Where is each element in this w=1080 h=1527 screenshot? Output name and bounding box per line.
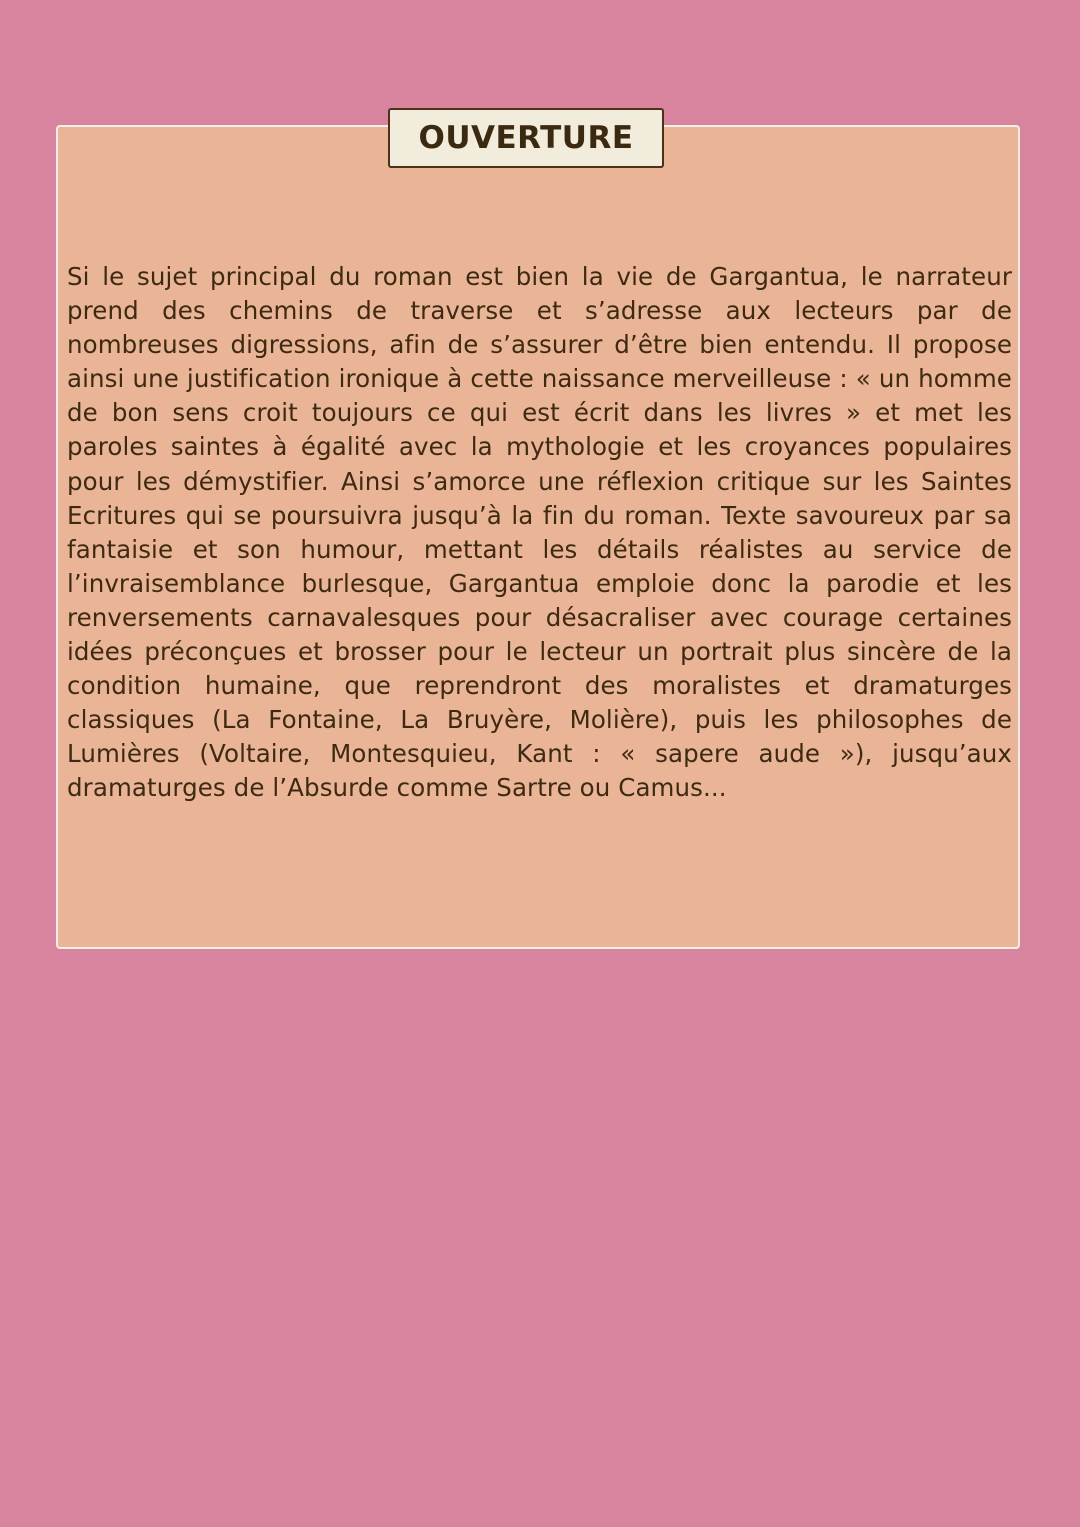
section-title: OUVERTURE xyxy=(388,108,664,168)
body-paragraph: Si le sujet principal du roman est bien la vie de Gargantua, le narrateur prend des chemins de traverse et s’adresse aux lecteurs par de nombreuses digressions, afin de s’assurer d’être bien entendu. Il propose ainsi une justification ironique à cette naissance merveilleuse : « un homme de bon sens croit toujours ce qui est écrit dans les livres » et met les paroles saintes à égalité avec la mythologie et les croyances populaires pour les démystifier. Ainsi s’amorce une réflexion critique sur les Saintes Ecritures qui se poursuivra jusqu’à la fin du roman. Texte savoureux par sa fantaisie et son humour, mettant les détails réalistes au service de l’invraisemblance burlesque, Gargantua emploie donc la parodie et les renversements carnavalesques pour désacraliser avec courage certaines idées préconçues et brosser pour le lecteur un portrait plus sincère de la condition humaine, que reprendront des moralistes et dramaturges classiques (La Fontaine, La Bruyère, Molière), puis les philosophes de Lumières (Voltaire, Montesquieu, Kant : « sapere aude »), jusqu’aux dramaturges de l’Absurde comme Sartre ou Camus... xyxy=(67,262,1012,803)
